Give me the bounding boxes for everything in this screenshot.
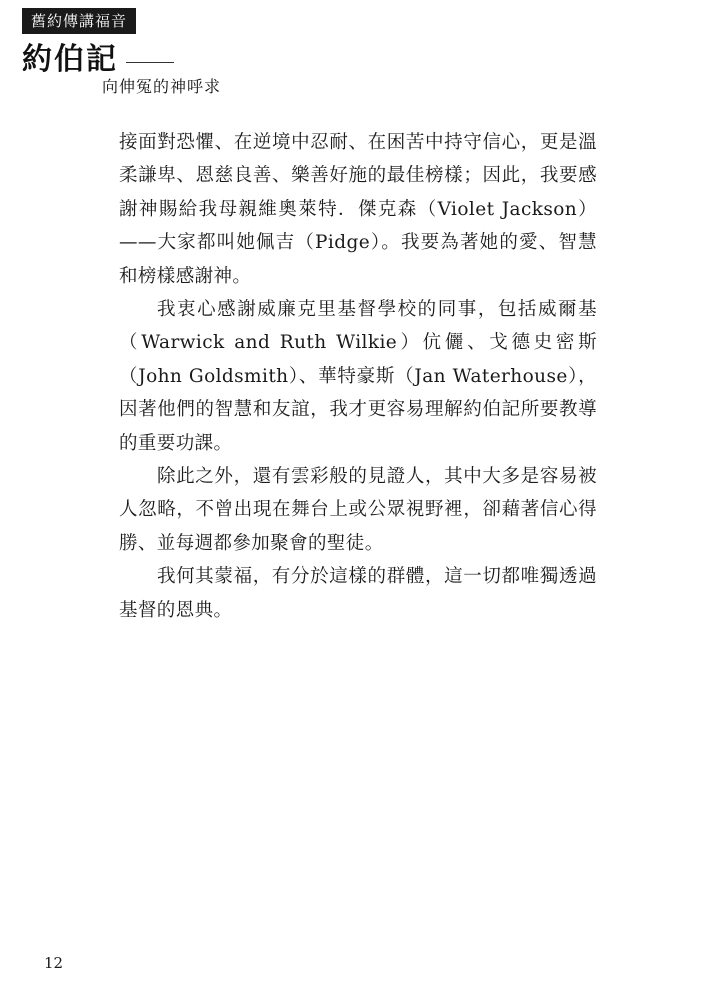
paragraph-1: 接面對恐懼、在逆境中忍耐、在困苦中持守信心，更是溫柔謙卑、恩慈良善、樂善好施的最佳榜樣；因此，我要感謝神賜給我母親維奧萊特．傑克森（Violet Jackson）——大家都叫她佩吉（Pidge）。我要為著她的愛、智慧和榜樣感謝神。: [119, 132, 597, 287]
page-number: 12: [44, 954, 64, 972]
paragraph-4: 我何其蒙福，有分於這樣的群體，這一切都唯獨透過基督的恩典。: [119, 566, 597, 621]
title-rule: [126, 62, 174, 63]
body-text: [119, 126, 597, 627]
book-title: 約伯記: [22, 42, 118, 77]
paragraph-3: 除此之外，還有雲彩般的見證人，其中大多是容易被人忽略，不曾出現在舞台上或公眾視野裡，卻藉著信心得勝、並每週都參加聚會的聖徒。: [119, 466, 597, 554]
paragraph-2: 我衷心感謝威廉克里基督學校的同事，包括威爾基（Warwick and Ruth Wilkie）伉儷、戈德史密斯（John Goldsmith）、華特豪斯（Jan Waterhouse），因著他們的智慧和友誼，我才更容易理解約伯記所要教導的重要功課。: [119, 299, 597, 454]
series-tag: 舊約傳講福音: [22, 8, 136, 34]
book-title-row: [22, 42, 174, 78]
book-subtitle: 向伸冤的神呼求: [102, 77, 222, 96]
